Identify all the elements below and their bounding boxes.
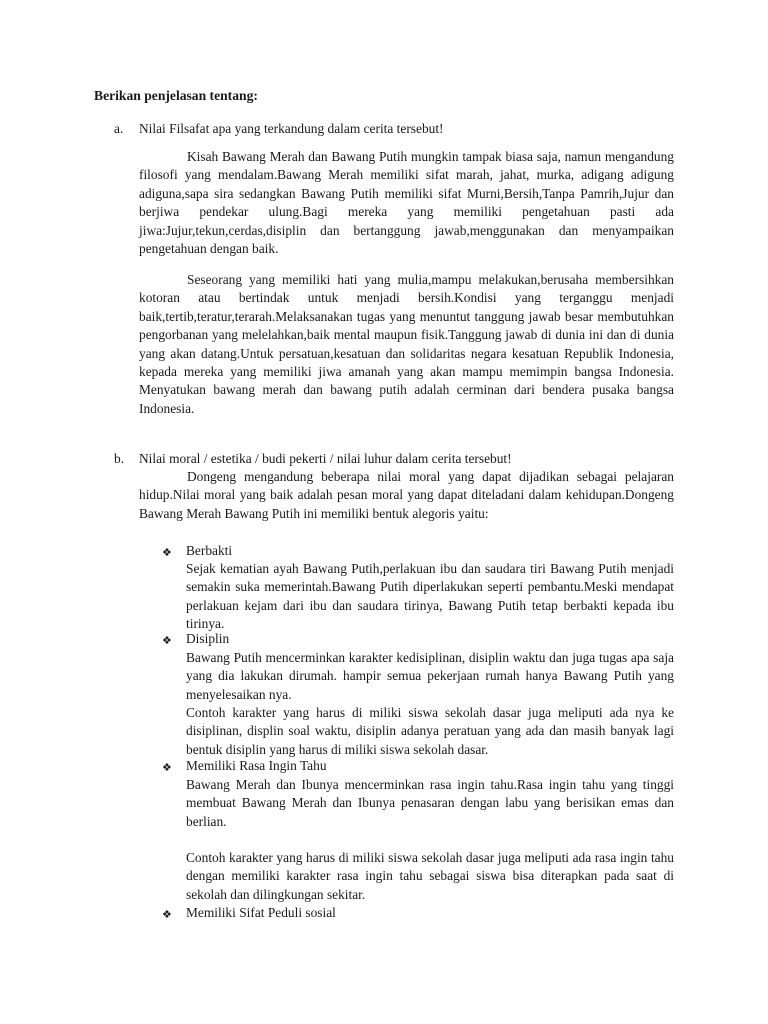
bullet-body-disiplin-1: Bawang Putih mencerminkan karakter kedisiplinan, disiplin waktu dan juga tugas apa saja yang dia lakukan dirumah. hampir semua pekerjaan rumah hanya Bawang Putih yang menyelesaikan nya. [186,650,674,702]
bullet-body-rasa-ingin-tahu-1: Bawang Merah dan Ibunya mencerminkan rasa ingin tahu.Rasa ingin tahu yang tinggi membuat Bawang Merah dan Ibunya penasaran dengan labu yang berisikan emas dan berlian. [186,777,674,829]
section-b-title: Nilai moral / estetika / budi pekerti / nilai luhur dalam cerita tersebut! [139,451,512,466]
bullet-title-peduli-sosial: Memiliki Sifat Peduli sosial [186,905,336,920]
section-a-label: a. [114,121,124,136]
bullet-title-rasa-ingin-tahu: Memiliki Rasa Ingin Tahu [186,758,327,773]
diamond-bullet-icon: ❖ [162,761,172,774]
section-b-intro: Dongeng mengandung beberapa nilai moral yang dapat dijadikan sebagai pelajaran hidup.Nilai moral yang baik adalah pesan moral yang dapat diteladani dalam kehidupan.Dongeng Bawang Merah Bawang Putih ini memiliki bentuk alegoris yaitu: [139,469,674,521]
page-heading: Berikan penjelasan tentang: [94,88,258,103]
bullet-title-disiplin: Disiplin [186,631,230,646]
diamond-bullet-icon: ❖ [162,908,172,921]
section-a-paragraph-2: Seseorang yang memiliki hati yang mulia,mampu melakukan,berusaha membersihkan kotoran atau bertindak untuk menjadi bersih.Kondisi yang terganggu menjadi baik,tertib,teratur,terarah.Melaksanakan tugas yang menuntut tanggung jawab besar membutuhkan pengorbanan yang melelahkan,baik mental maupun fisik.Tanggung jawab di dunia ini dan di dunia yang akan datang.Untuk persatuan,kesatuan dan solidaritas negara kesatuan Republik Indonesia, kepada mereka yang memiliki jiwa amanah yang akan mampu memimpin bangsa Indonesia. Menyatukan bawang merah dan bawang putih adalah cerminan dari bendera pusaka bangsa Indonesia. [139,272,674,416]
section-a-paragraph-1: Kisah Bawang Merah dan Bawang Putih mungkin tampak biasa saja, namun mengandung filosofi yang mendalam.Bawang Merah memiliki sifat marah, jahat, murka, adigang adigung adiguna,sapa sira sedangkan Bawang Putih memiliki sifat Murni,Bersih,Tanpa Pamrih,Jujur dan berjiwa pendekar ulung.Bagi mereka yang memiliki pengetahuan pasti ada jiwa:Jujur,tekun,cerdas,disiplin dan bertanggung jawab,menggunakan dan menyampaikan pengetahuan dengan baik. [139,149,674,257]
bullet-body-disiplin-2: Contoh karakter yang harus di miliki siswa sekolah dasar juga meliputi ada nya ke disiplinan, displin soal waktu, disiplin adanya peratuan yang ada dan masih banyak lagi bentuk disiplin yang harus di miliki siswa sekolah dasar. [186,705,674,757]
diamond-bullet-icon: ❖ [162,634,172,647]
section-b-label: b. [114,451,125,466]
bullet-body-rasa-ingin-tahu-2: Contoh karakter yang harus di miliki siswa sekolah dasar juga meliputi ada rasa ingin tahu dengan memiliki karakter rasa ingin tahu sebagai siswa bisa diterapkan pada saat di sekolah dan dilingkungan sekitar. [186,850,674,902]
bullet-body-berbakti: Sejak kematian ayah Bawang Putih,perlakuan ibu dan saudara tiri Bawang Putih menjadi semakin suka memerintah.Bawang Putih diperlakukan seperti pembantu.Meski mendapat perlakuan kejam dari ibu dan saudara tirinya, Bawang Putih tetap berbakti kepada ibu tirinya. [186,561,674,632]
diamond-bullet-icon: ❖ [162,546,172,559]
bullet-title-berbakti: Berbakti [186,543,233,558]
section-a-title: Nilai Filsafat apa yang terkandung dalam cerita tersebut! [139,121,444,136]
